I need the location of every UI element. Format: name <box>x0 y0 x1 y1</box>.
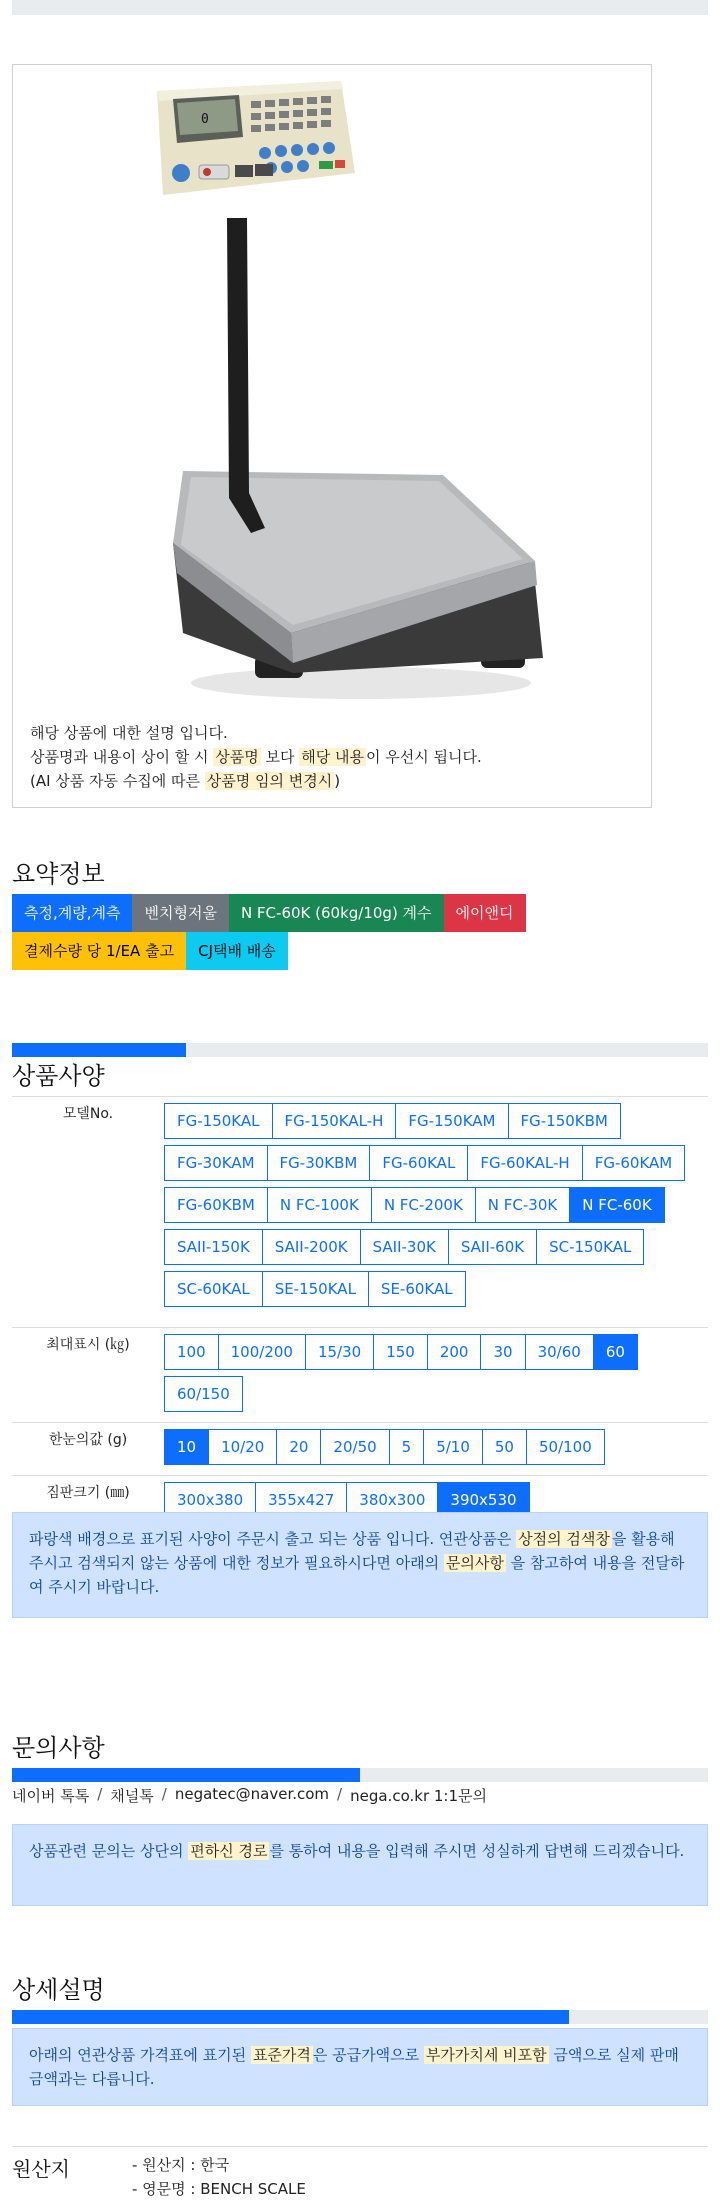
spec-option-button[interactable]: N FC-30K <box>475 1187 570 1223</box>
spec-option-button[interactable]: SC-60KAL <box>164 1271 263 1307</box>
description-text: ) <box>334 772 341 790</box>
highlight-content: 해당 내용 <box>301 748 364 766</box>
detail-progress-bar <box>12 2010 708 2024</box>
spec-option-button[interactable]: 5 <box>389 1429 425 1465</box>
bench-scale-image <box>143 73 563 713</box>
contact-link[interactable]: 채널톡 <box>110 1787 154 1805</box>
spec-title: 상품사양 <box>12 1062 105 1090</box>
contact-link[interactable]: nega.co.kr 1:1문의 <box>350 1787 487 1805</box>
spec-option-button[interactable]: FG-150KAL-H <box>272 1103 397 1139</box>
origin-section <box>12 2146 708 2201</box>
description-text: (AI 상품 자동 수집에 따른 <box>30 772 205 790</box>
notice-text: 를 통하여 내용을 입력해 주시면 성실하게 답변해 드리겠습니다. <box>269 1842 685 1860</box>
spec-option-button[interactable]: 15/30 <box>305 1334 374 1370</box>
detail-notice <box>12 2028 708 2106</box>
highlight-product-name: 상품명 <box>215 748 259 766</box>
spec-row <box>12 1097 708 1328</box>
spec-option-button[interactable]: 20 <box>276 1429 321 1465</box>
spec-option-button[interactable]: SAII-150K <box>164 1229 263 1265</box>
spec-option-button[interactable]: FG-60KAM <box>582 1145 686 1181</box>
spec-row <box>12 1423 708 1476</box>
spec-option-button[interactable]: 380x300 <box>346 1482 438 1518</box>
spec-row-label: 최대표시 (㎏) <box>46 1337 130 1353</box>
inquiry-title: 문의사항 <box>12 1734 105 1762</box>
spec-option-button[interactable]: 10 <box>164 1429 209 1465</box>
contact-links <box>12 1785 487 1806</box>
description-line-3 <box>30 769 482 793</box>
notice-text: 금액으로 실제 판매금액과는 다릅니다. <box>29 2046 679 2088</box>
summary-row1-badge-3: 에이앤디 <box>444 894 526 932</box>
highlight-inquiry: 문의사항 <box>445 1554 504 1572</box>
detail-progress-fill <box>12 2010 569 2024</box>
highlight-standard-price: 표준가격 <box>252 2046 311 2064</box>
notice-text: 을 참고하여 내용을 전달하여 주시기 바랍니다. <box>29 1554 685 1596</box>
summary-row2-badge-0: 결제수량 당 1/EA 출고 <box>12 932 186 970</box>
description-line-2 <box>30 745 482 769</box>
notice-text: 을 활용해 주시고 검색되지 않는 상품에 대한 정보가 필요하시다면 아래의 <box>29 1530 675 1572</box>
origin-list <box>132 2153 306 2201</box>
spec-option-button[interactable]: FG-150KAL <box>164 1103 273 1139</box>
spec-notice <box>12 1512 708 1618</box>
spec-option-button[interactable]: SC-150KAL <box>536 1229 644 1265</box>
contact-link[interactable]: 네이버 톡톡 <box>12 1787 90 1805</box>
origin-title: 원산지 <box>12 2157 70 2181</box>
notice-text: 은 공급가액으로 <box>312 2046 424 2064</box>
spec-option-button[interactable]: SAII-30K <box>360 1229 449 1265</box>
contact-separator: / <box>97 1785 103 1803</box>
summary-row1-badge-1: 벤치형저울 <box>132 894 228 932</box>
spec-option-button[interactable]: FG-150KAM <box>395 1103 508 1139</box>
spec-option-button[interactable]: SAII-60K <box>448 1229 537 1265</box>
spec-option-button[interactable]: 100 <box>164 1334 219 1370</box>
highlight-vat-excluded: 부가가치세 비포함 <box>425 2046 547 2064</box>
spec-option-button[interactable]: N FC-100K <box>267 1187 372 1223</box>
spec-option-button[interactable]: 200 <box>427 1334 482 1370</box>
spec-option-button[interactable]: 5/10 <box>423 1429 483 1465</box>
inquiry-progress-bar <box>12 1768 708 1782</box>
highlight-route: 편하신 경로 <box>190 1842 268 1860</box>
spec-row-label: 모델No. <box>62 1106 114 1122</box>
product-description <box>30 721 482 793</box>
spec-row <box>12 1328 708 1423</box>
spec-option-button[interactable]: N FC-60K <box>569 1187 664 1223</box>
description-text: 보다 <box>260 748 300 766</box>
spec-option-button[interactable]: 30/60 <box>525 1334 594 1370</box>
spec-option-button[interactable]: N FC-200K <box>371 1187 476 1223</box>
spec-option-button[interactable]: 355x427 <box>255 1482 347 1518</box>
contact-separator: / <box>337 1785 343 1803</box>
spec-progress-bar <box>12 1043 708 1057</box>
top-divider-bar <box>12 0 708 15</box>
description-text: 상품명과 내용이 상이 할 시 <box>30 748 214 766</box>
detail-title: 상세설명 <box>12 1976 105 2004</box>
spec-option-button[interactable]: 60/150 <box>164 1376 243 1412</box>
origin-item: - 원산지 : 한국 <box>132 2156 230 2174</box>
spec-option-button[interactable]: FG-30KBM <box>267 1145 371 1181</box>
summary-badges-row-2 <box>12 932 288 970</box>
notice-text: 아래의 연관상품 가격표에 표기된 <box>29 2046 251 2064</box>
product-card <box>12 64 652 808</box>
description-line-1: 해당 상품에 대한 설명 입니다. <box>30 724 228 742</box>
spec-option-button[interactable]: FG-150KBM <box>508 1103 621 1139</box>
contact-separator: / <box>161 1785 167 1803</box>
summary-row1-badge-0: 측정,계량,계측 <box>12 894 132 932</box>
highlight-search-box: 상점의 검색창 <box>518 1530 610 1548</box>
spec-option-button[interactable]: 30 <box>480 1334 525 1370</box>
spec-option-button[interactable]: 50 <box>482 1429 527 1465</box>
spec-option-button[interactable]: FG-60KAL-H <box>467 1145 582 1181</box>
inquiry-progress-fill <box>12 1768 360 1782</box>
spec-row-label: 짐판크기 (㎜) <box>46 1485 130 1501</box>
svg-text:0: 0 <box>201 112 209 127</box>
contact-link[interactable]: negatec@naver.com <box>174 1785 330 1803</box>
spec-options <box>164 1097 708 1327</box>
origin-item: - 영문명 : BENCH SCALE <box>132 2180 306 2198</box>
highlight-name-change: 상품명 임의 변경시 <box>206 772 333 790</box>
summary-badges-row-1 <box>12 894 526 932</box>
spec-option-button[interactable]: SAII-200K <box>262 1229 361 1265</box>
spec-option-button[interactable]: 150 <box>373 1334 428 1370</box>
notice-text: 파랑색 배경으로 표기된 사양이 주문시 출고 되는 상품 입니다. 연관상품은 <box>29 1530 517 1548</box>
spec-option-button[interactable]: FG-60KAL <box>369 1145 468 1181</box>
summary-row1-badge-2: N FC-60K (60kg/10g) 계수 <box>229 894 444 932</box>
spec-progress-fill <box>12 1043 186 1057</box>
spec-options <box>164 1328 708 1422</box>
spec-row-label: 한눈의값 (g) <box>48 1432 128 1448</box>
spec-option-button[interactable]: 10/20 <box>208 1429 277 1465</box>
spec-option-button[interactable]: SE-150KAL <box>262 1271 369 1307</box>
summary-title: 요약정보 <box>12 860 105 888</box>
spec-option-button[interactable]: 20/50 <box>320 1429 389 1465</box>
spec-option-button[interactable]: 100/200 <box>218 1334 306 1370</box>
spec-option-button[interactable]: 300x380 <box>164 1482 256 1518</box>
spec-option-button[interactable]: 50/100 <box>526 1429 605 1465</box>
summary-row2-badge-1: CJ택배 배송 <box>186 932 288 970</box>
spec-option-button[interactable]: FG-60KBM <box>164 1187 268 1223</box>
spec-options <box>164 1423 708 1475</box>
spec-option-button[interactable]: 60 <box>593 1334 638 1370</box>
notice-text: 상품관련 문의는 상단의 <box>29 1842 189 1860</box>
spec-option-button[interactable]: FG-30KAM <box>164 1145 268 1181</box>
spec-option-button[interactable]: SE-60KAL <box>368 1271 466 1307</box>
spec-table <box>12 1096 708 1529</box>
description-text: 이 우선시 됩니다. <box>365 748 482 766</box>
inquiry-notice <box>12 1824 708 1906</box>
spec-option-button[interactable]: 390x530 <box>437 1482 529 1518</box>
